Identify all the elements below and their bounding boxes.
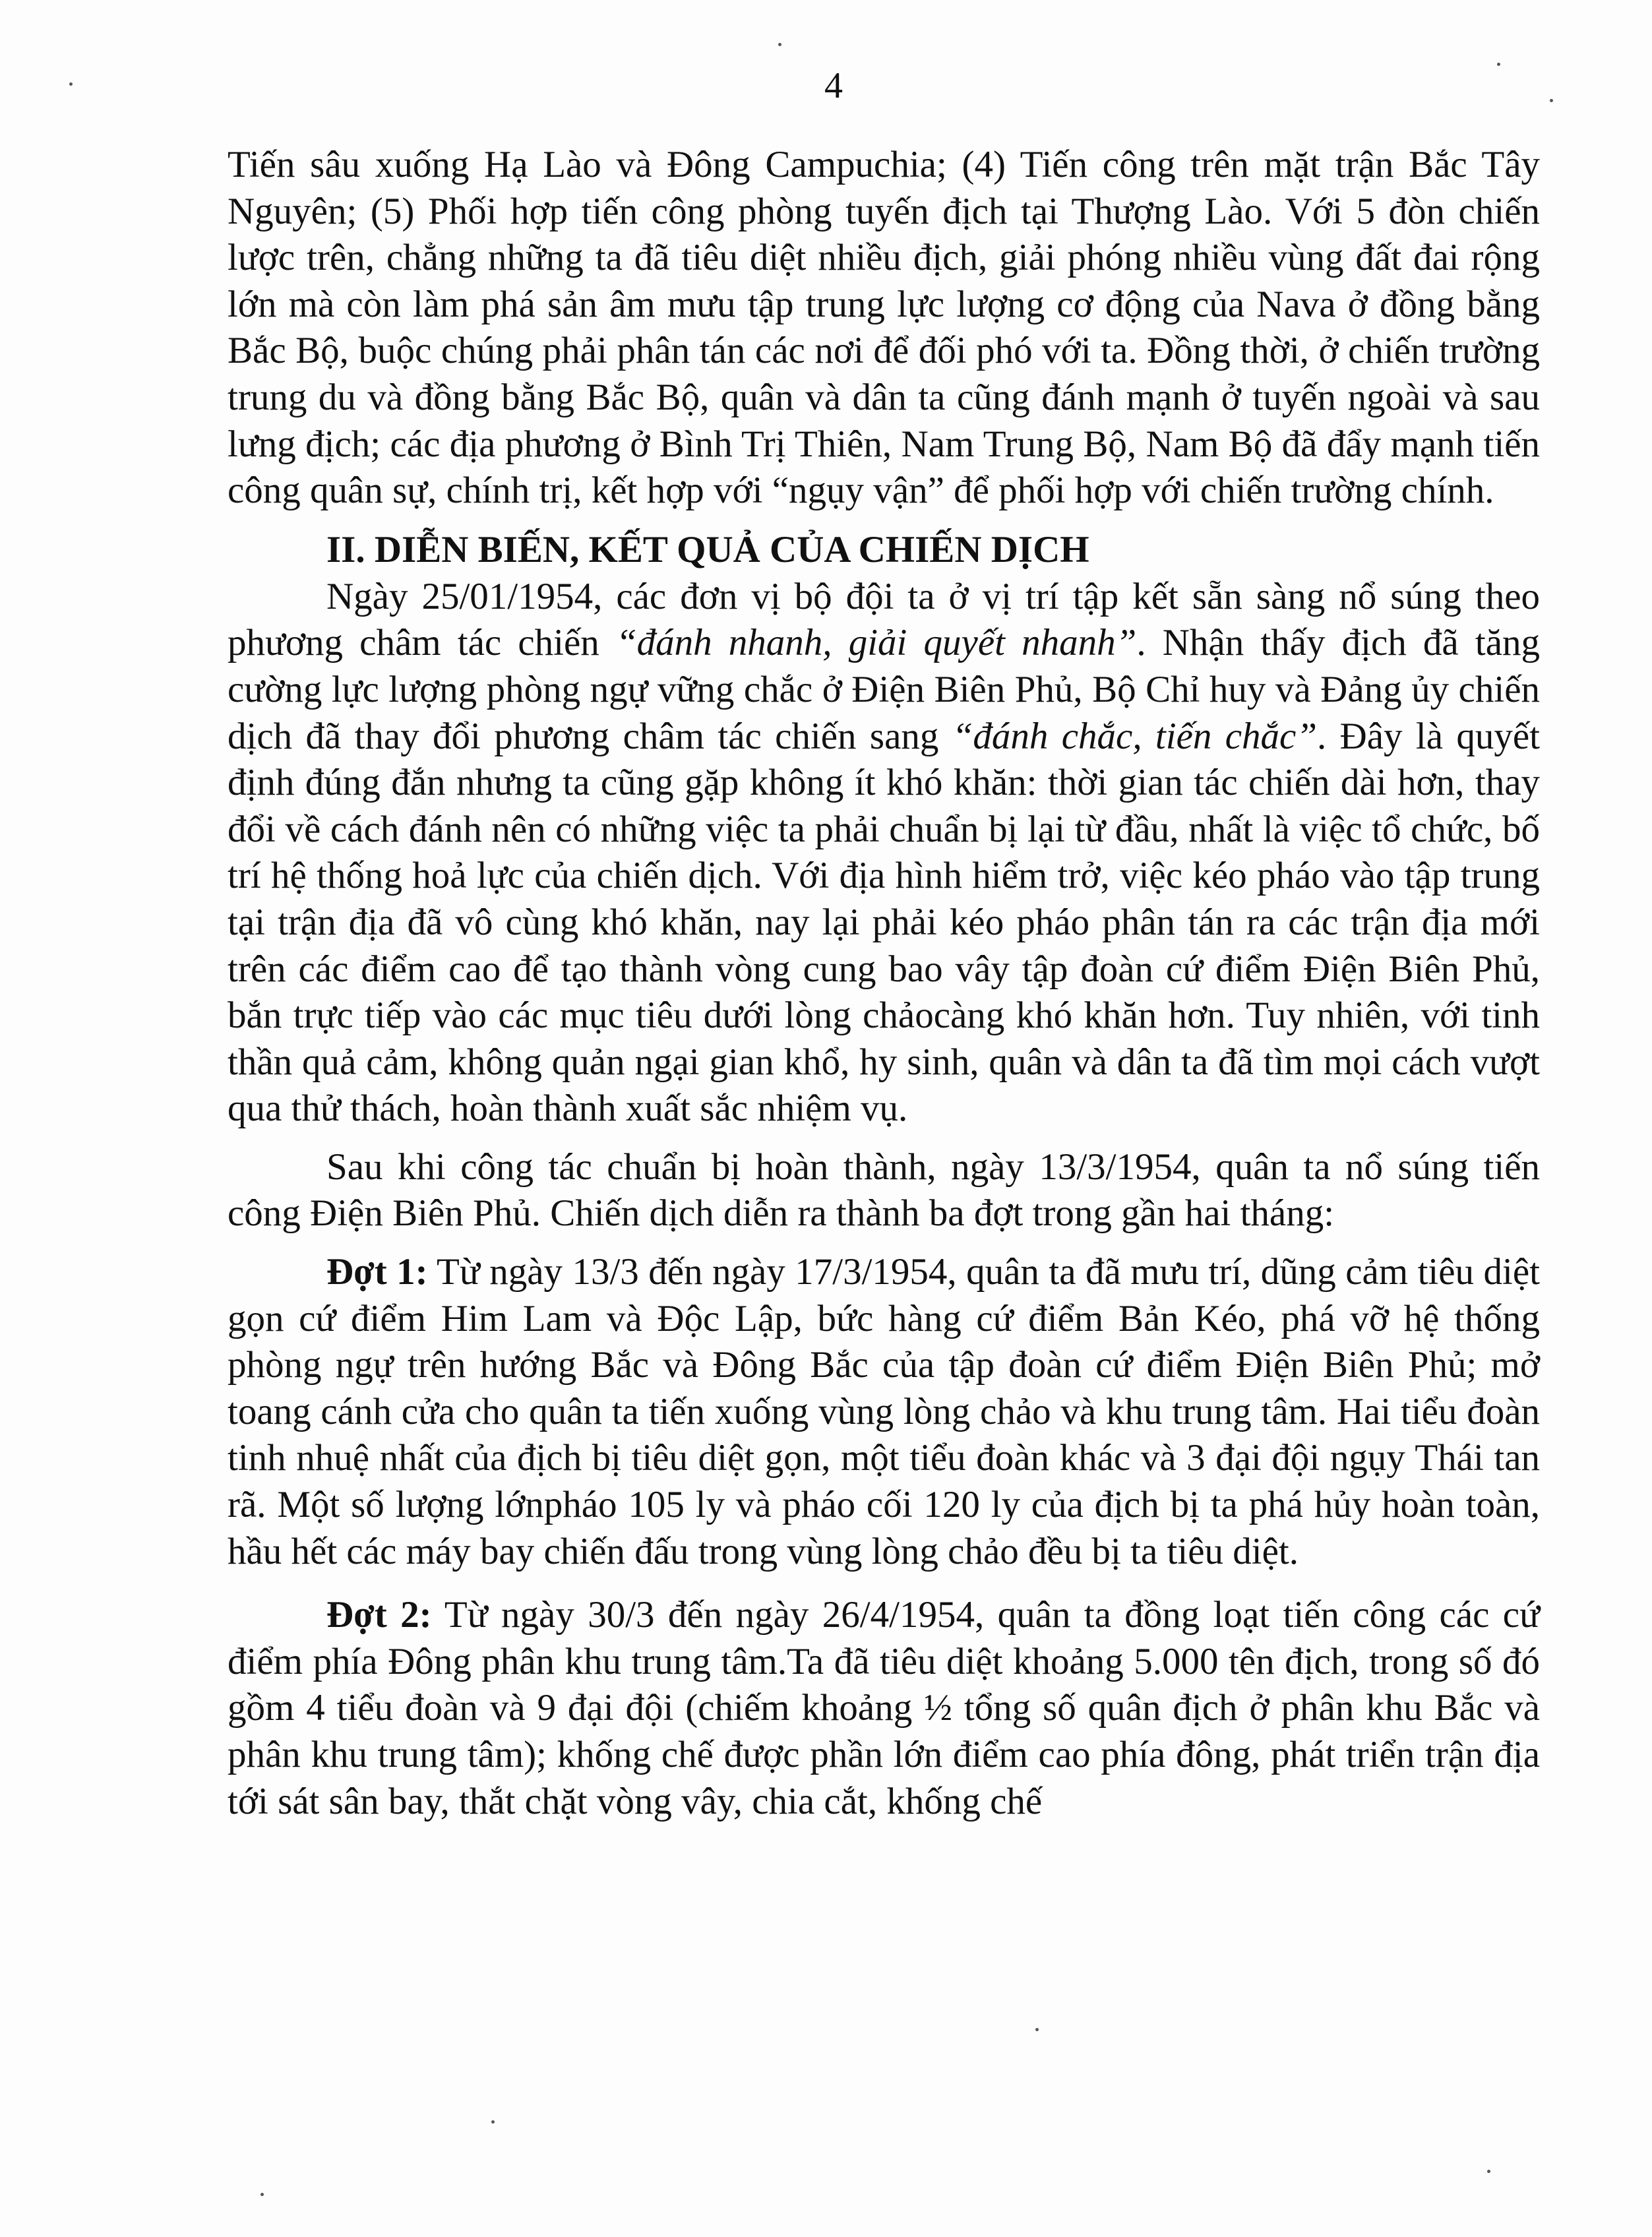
intro-paragraph: Tiến sâu xuống Hạ Lào và Đông Campuchia; (4) Tiến công trên mặt trận Bắc Tây Nguyên; (5) Phối hợp tiến công phòng tuyến địch tại Thượng Lào. Với 5 đòn chiến lược trên, chẳng những ta đã tiêu diệt nhiều địch, giải phóng nhiều vùng đất đai rộng lớn mà còn làm phá sản âm mưu tập trung lực lượng cơ động của Nava ở đồng bằng Bắc Bộ, buộc chúng phải phân tán các nơi để đối phó với ta. Đồng thời, ở chiến trường trung du và đồng bằng Bắc Bộ, quân và dân ta cũng đánh mạnh ở tuyến ngoài và sau lưng địch; các địa phương ở Bình Trị Thiên, Nam Trung Bộ, Nam Bộ đã đẩy mạnh tiến công quân sự, chính trị, kết hợp với “ngụy vận” để phối hợp với chiến trường chính. xyxy=(228,144,1540,512)
paragraph-text: . Đây là quyết định đúng đắn nhưng ta cũng gặp không ít khó khăn: thời gian tác chiến dài hơn, thay đổi về cách đánh nên có những việc ta phải chuẩn bị lại từ đầu, nhất là việc tổ chức, bố trí hệ thống hoả lực của chiến dịch. Với địa hình hiểm trở, việc kéo pháo vào tập trung tại trận địa đã vô cùng khó khăn, nay lại phải kéo pháo phân tán ra các trận địa mới trên các điểm cao để tạo thành vòng cung bao vây tập đoàn cứ điểm Điện Biên Phủ, bắn trực tiếp vào các mục tiêu dưới lòng chảocàng khó khăn hơn. Tuy nhiên, với tinh thần quả cảm, không quản ngại gian khổ, hy sinh, quân và dân ta đã tìm mọi cách vượt qua thử thách, hoàn thành xuất sắc nhiệm vụ. xyxy=(228,715,1540,1130)
page-number: 4 xyxy=(824,65,843,106)
quoted-motto: “đánh chắc, tiến chắc” xyxy=(952,715,1318,757)
paragraph-text: Từ ngày 30/3 đến ngày 26/4/1954, quân ta đồng loạt tiến công các cứ điểm phía Đông phân khu trung tâm.Ta đã tiêu diệt khoảng 5.000 tên địch, trong số đó gồm 4 tiểu đoàn và 9 đại đội (chiếm khoảng ½ tổng số quân địch ở phân khu Bắc và phân khu trung tâm); khống chế được phần lớn điểm cao phía đông, phát triển trận địa tới sát sân bay, thắt chặt vòng vây, chia cắt, khống chế xyxy=(228,1594,1540,1822)
phase-1-paragraph xyxy=(228,1249,1540,1575)
scan-speck xyxy=(491,2120,495,2124)
phase-label: Đợt 1: xyxy=(326,1251,428,1293)
quoted-motto: “đánh nhanh, giải quyết nhanh” xyxy=(615,622,1137,664)
scan-speck xyxy=(778,43,781,46)
page-body xyxy=(228,142,1540,1825)
paragraph-text: Ngày 25/01/1954, các đơn vị bộ đội ta ở vị trí tập kết sẵn sàng nổ súng theo phương châm tác chiến xyxy=(228,575,1540,664)
section-heading: II. DIỄN BIẾN, KẾT QUẢ CỦA CHIẾN DỊCH xyxy=(326,528,1089,570)
campaign-tactics-paragraph xyxy=(228,574,1540,1132)
phase-2-paragraph xyxy=(228,1592,1540,1825)
paragraph-text: Từ ngày 13/3 đến ngày 17/3/1954, quân ta đã mưu trí, dũng cảm tiêu diệt gọn cứ điểm Him Lam và Độc Lập, bức hàng cứ điểm Bản Kéo, phá vỡ hệ thống phòng ngự trên hướng Bắc và Đông Bắc của tập đoàn cứ điểm Điện Biên Phủ; mở toang cánh cửa cho quân ta tiến xuống vùng lòng chảo và khu trung tâm. Hai tiểu đoàn tinh nhuệ nhất của địch bị tiêu diệt gọn, một tiểu đoàn khác và 3 đại đội ngụy Thái tan rã. Một số lượng lớnpháo 105 ly và pháo cối 120 ly của địch bị ta phá hủy hoàn toàn, hầu hết các máy bay chiến đấu trong vùng lòng chảo đều bị ta tiêu diệt. xyxy=(228,1251,1540,1572)
scan-speck xyxy=(260,2193,264,2196)
campaign-start-paragraph: Sau khi công tác chuẩn bị hoàn thành, ngày 13/3/1954, quân ta nổ súng tiến công Điện Biên Phủ. Chiến dịch diễn ra thành ba đợt trong gần hai tháng: xyxy=(228,1146,1540,1235)
scan-speck xyxy=(1487,2170,1490,2173)
scan-speck xyxy=(69,82,73,86)
scan-speck xyxy=(1035,2028,1039,2031)
scan-speck xyxy=(1497,63,1500,66)
phase-label: Đợt 2: xyxy=(326,1594,432,1636)
scan-speck xyxy=(1550,99,1553,102)
paragraph-text: . Nhận thấy địch đã tăng cường lực lượng phòng ngự vững chắc ở Điện Biên Phủ, Bộ Chỉ huy và Đảng ủy chiến dịch đã thay đổi phương châm tác chiến sang xyxy=(228,622,1541,757)
